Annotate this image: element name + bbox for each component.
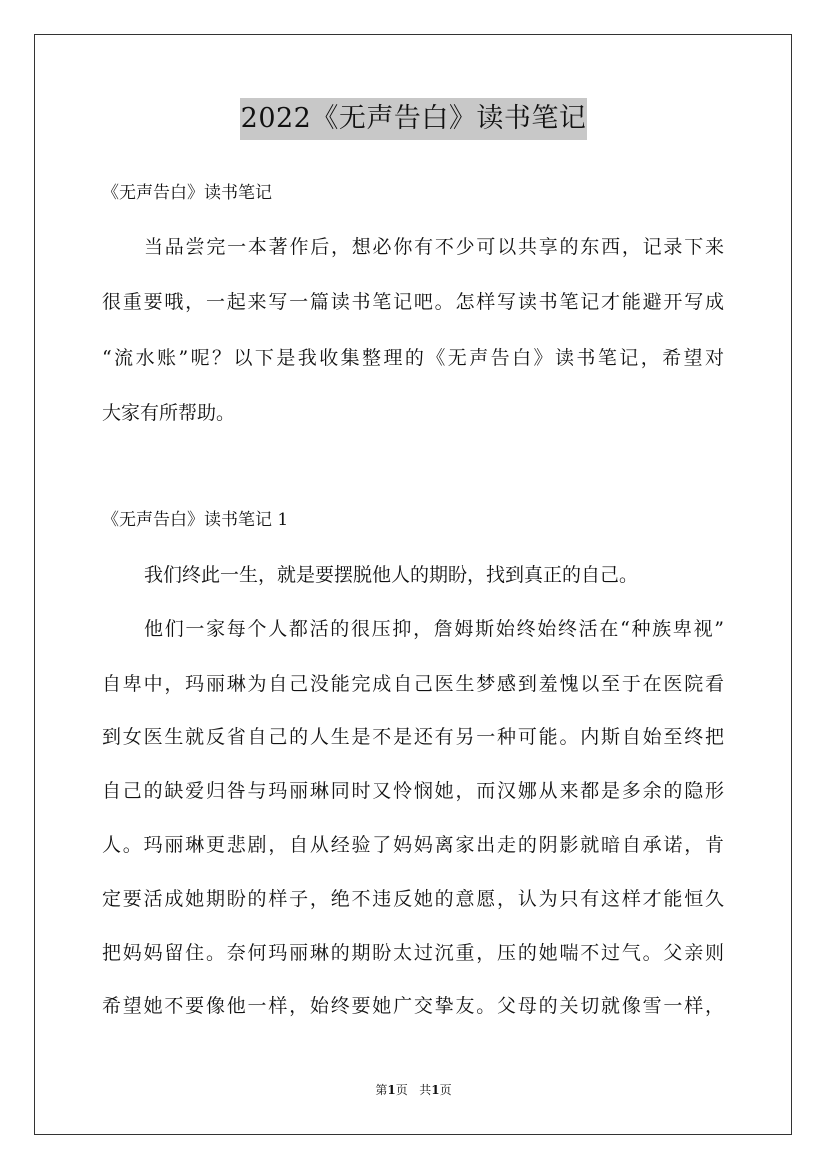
intro-line: 很重要哦，一起来写一篇读书笔记吧。怎样写读书笔记才能避开写成 xyxy=(102,291,724,313)
subheading-1: 《无声告白》读书笔记 xyxy=(102,183,272,203)
footer-page-number: 1 xyxy=(387,1083,396,1097)
document-title xyxy=(0,98,827,140)
para-2-line: 人。玛丽琳更悲剧，自从经验了妈妈离家出走的阴影就暗自承诺，肯 xyxy=(102,834,724,856)
subheading-2: 《无声告白》读书笔记 1 xyxy=(102,510,289,530)
intro-line: 当品尝完一本著作后，想必你有不少可以共享的东西，记录下来 xyxy=(144,236,724,258)
intro-line: 大家有所帮助。 xyxy=(102,402,236,424)
paragraph-1: 我们终此一生，就是要摆脱他人的期盼，找到真正的自己。 xyxy=(144,564,639,586)
para-2-line: 希望她不要像他一样，始终要她广交挚友。父母的关切就像雪一样， xyxy=(102,995,724,1017)
para-2-line: 他们一家每个人都活的很压抑，詹姆斯始终始终活在“种族卑视” xyxy=(144,618,724,640)
footer-page-label: 第 xyxy=(375,1083,388,1097)
para-2-line: 自卑中，玛丽琳为自己没能完成自己医生梦感到羞愧以至于在医院看 xyxy=(102,673,724,695)
para-2-line: 定要活成她期盼的样子，绝不违反她的意愿，认为只有这样才能恒久 xyxy=(102,888,724,910)
footer-total-label: 共 xyxy=(419,1083,432,1097)
para-2-line: 到女医生就反省自己的人生是不是还有另一种可能。内斯自始至终把 xyxy=(102,726,724,748)
para-2-line: 把妈妈留住。奈何玛丽琳的期盼太过沉重，压的她喘不过气。父亲则 xyxy=(102,942,724,964)
para-2-line: 自己的缺爱归咎与玛丽琳同时又怜悯她，而汉娜从来都是多余的隐形 xyxy=(102,780,724,802)
title-text: 2022《无声告白》读书笔记 xyxy=(240,98,588,140)
intro-line: “流水账”呢？以下是我收集整理的《无声告白》读书笔记，希望对 xyxy=(102,347,724,369)
footer-page-unit: 页 xyxy=(395,1083,408,1097)
page-footer xyxy=(0,1082,827,1098)
footer-total-unit: 页 xyxy=(439,1083,452,1097)
footer-total-number: 1 xyxy=(431,1083,440,1097)
